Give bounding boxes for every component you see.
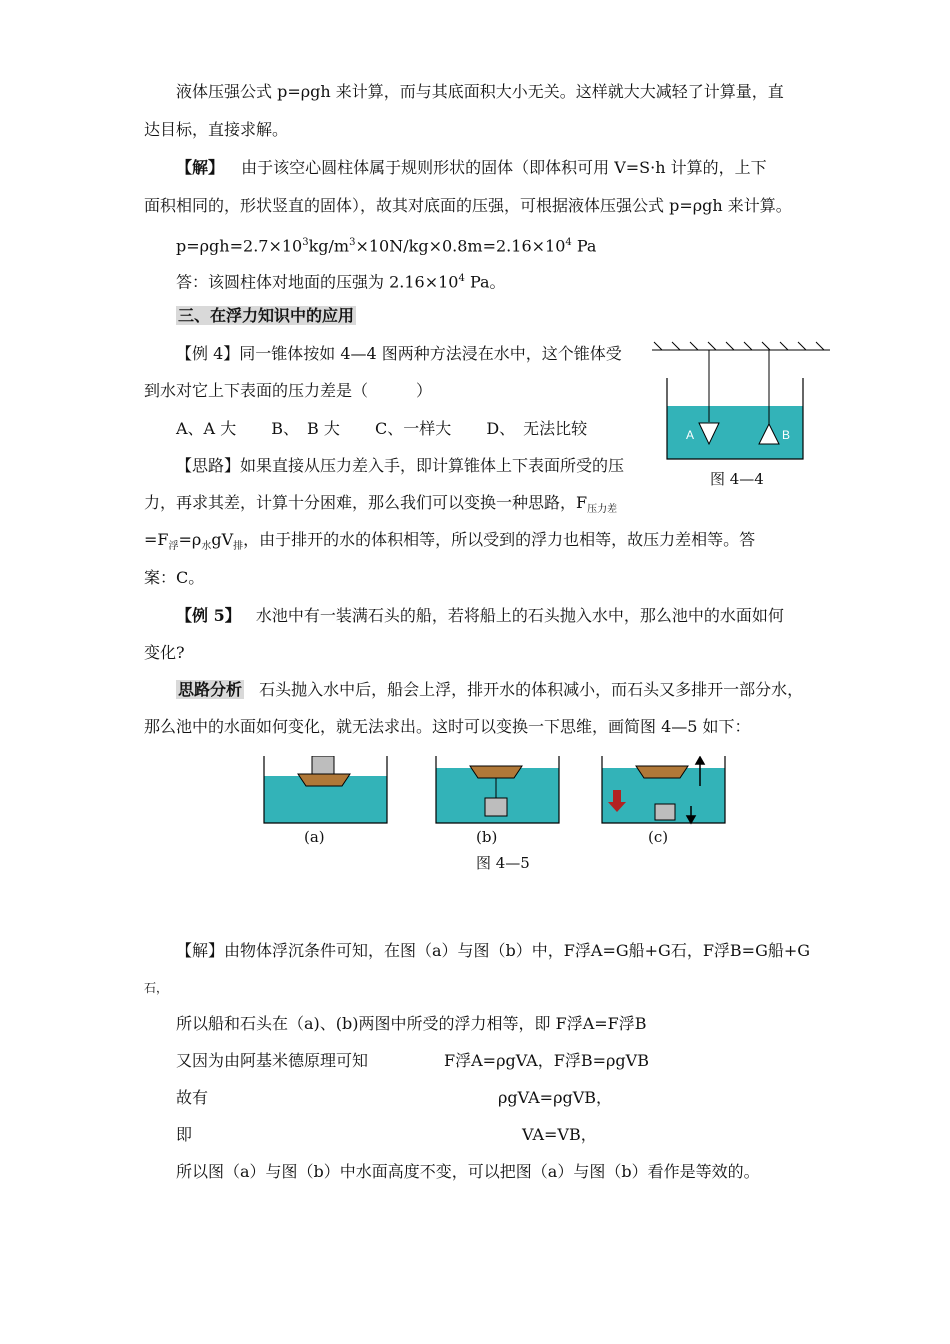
stone <box>485 798 507 816</box>
analysis-line: 那么池中的水面如何变化，就无法求出。这时可以变换一下思维，画简图 4—5 如下： <box>144 717 751 736</box>
subscript: 排 <box>233 541 244 553</box>
text-span: 力，再求其差，计算十分困难，那么我们可以变换一种思路，F <box>144 493 588 512</box>
text-span: gV <box>211 530 234 549</box>
solution5-line: 【解】由物体浮沉条件可知，在图（a）与图（b）中，F浮A=G船+G石，F浮B=G船+G <box>176 941 811 960</box>
subscript: 水 <box>201 541 212 553</box>
option-a: A、A 大 <box>176 419 237 438</box>
figure-caption: 图 4—4 <box>710 470 764 488</box>
figure-4-5c <box>600 756 730 826</box>
eq-sup: 3 <box>349 237 356 248</box>
boat <box>636 766 688 778</box>
text-span: =ρ <box>178 530 202 549</box>
text-line: 液体压强公式 p=ρgh 来计算，而与其底面积大小无关。这样就大大减轻了计算量，直 <box>176 82 784 101</box>
example5-line <box>176 606 784 626</box>
text-span: 由于该空心圆柱体属于规则形状的固体（即体积可用 V=S·h 计算的，上下 <box>241 158 767 177</box>
eq-part: p=ρgh=2.7×10 <box>176 236 303 256</box>
stone <box>312 756 334 774</box>
solution5-line: 石， <box>144 981 169 995</box>
text-span: 水池中有一装满石头的船，若将船上的石头抛入水中，那么池中的水面如何 <box>255 606 784 625</box>
example5-tag: 【例 5】 <box>176 606 241 625</box>
eq-part: Pa <box>571 236 597 256</box>
ans-sup: 4 <box>458 273 465 284</box>
solution5-line-formula: ρgVA=ρgVB， <box>498 1088 613 1107</box>
option-d: D、 无法比较 <box>486 419 588 438</box>
figure-4-4 <box>652 338 832 468</box>
example5-line: 变化? <box>144 643 185 662</box>
solution5-line-formula: F浮A=ρgVA，F浮B=ρgVB <box>444 1051 649 1070</box>
example4-line: 到水对它上下表面的压力差是（ ） <box>144 381 433 400</box>
thinking-line <box>144 493 617 520</box>
boat <box>298 774 350 786</box>
options-row <box>176 419 587 439</box>
solution5-line-label: 即 <box>176 1125 193 1144</box>
ans-part: Pa。 <box>464 272 506 292</box>
label-a: A <box>686 428 695 442</box>
label-b: B <box>782 428 791 442</box>
text-span: 石头抛入水中后，船会上浮，排开水的体积减小，而石头又多排开一部分水， <box>259 680 804 699</box>
thinking-line: 案：C。 <box>144 568 205 587</box>
text-span: =F <box>144 530 169 549</box>
subfig-label-a: (a) <box>304 828 325 846</box>
text-line: 面积相同的，形状竖直的固体），故其对底面的压强，可根据液体压强公式 p=ρgh 来计算。 <box>144 196 792 215</box>
analysis-tag: 思路分析 <box>178 680 243 699</box>
solution-line <box>176 158 767 178</box>
solution5-line: 所以图（a）与图（b）中水面高度不变，可以把图（a）与图（b）看作是等效的。 <box>176 1162 760 1181</box>
answer-line <box>176 269 506 292</box>
subfig-label-c: (c) <box>648 828 669 846</box>
figure-4-5a <box>262 756 390 826</box>
boat <box>470 766 522 778</box>
thinking-line <box>144 530 755 557</box>
eq-sup: 4 <box>565 237 572 248</box>
equation-line <box>176 233 596 256</box>
solution5-line: 所以船和石头在（a)、(b)两图中所受的浮力相等，即 F浮A=F浮B <box>176 1014 647 1033</box>
solution-tag: 【解】 <box>176 158 225 177</box>
text-line: 达目标，直接求解。 <box>144 120 289 139</box>
text-span: ，由于排开的水的体积相等，所以受到的浮力也相等，故压力差相等。答 <box>243 530 756 549</box>
ans-part: 答：该圆柱体对地面的压强为 2.16×10 <box>176 272 459 292</box>
figure-caption: 图 4—5 <box>476 854 530 872</box>
section-title: 三、在浮力知识中的应用 <box>178 306 355 325</box>
solution5-line-formula: VA=VB， <box>522 1125 597 1144</box>
option-c: C、一样大 <box>375 419 452 438</box>
subscript: 压力差 <box>587 504 618 516</box>
ceiling-hatch <box>654 342 824 350</box>
figure-4-5b <box>434 756 562 826</box>
option-b: B、 B 大 <box>271 419 340 438</box>
stone <box>655 804 675 820</box>
eq-sup: 3 <box>302 237 309 248</box>
example4-line: 【例 4】同一锥体按如 4—4 图两种方法浸在水中，这个锥体受 <box>176 344 622 363</box>
subfig-label-b: (b) <box>476 828 498 846</box>
eq-part: ×10N/kg×0.8m=2.16×10 <box>355 236 566 256</box>
eq-part: kg/m <box>308 236 350 256</box>
thinking-line: 【思路】如果直接从压力差入手，即计算锥体上下表面所受的压 <box>176 456 625 475</box>
section-heading <box>176 306 356 326</box>
solution5-line-label: 又因为由阿基米德原理可知 <box>176 1051 369 1070</box>
subscript: 浮 <box>168 541 179 553</box>
analysis-line <box>176 680 803 700</box>
solution5-line-label: 故有 <box>176 1088 209 1107</box>
